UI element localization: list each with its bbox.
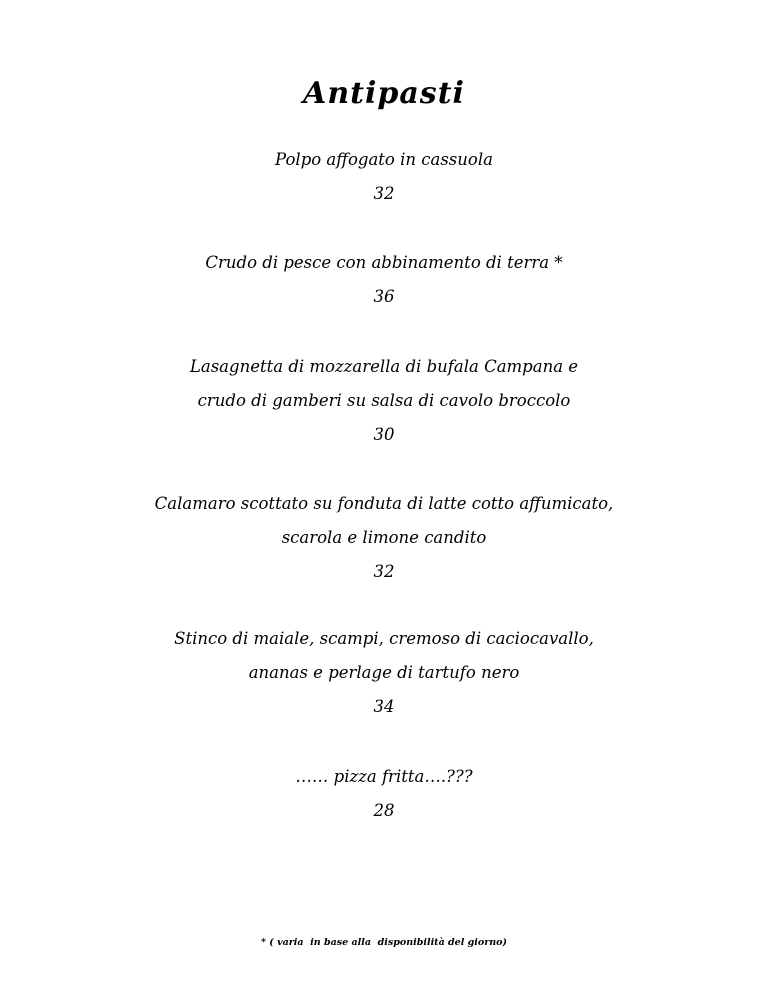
menu-item-pizza-fritta (0, 760, 768, 828)
page-title: Antipasti (303, 76, 465, 111)
menu-item-calamaro (0, 487, 768, 589)
dish-description: crudo di gamberi su salsa di cavolo broccolo (197, 391, 571, 410)
dish-description: scarola e limone candito (281, 528, 487, 547)
dish-description: Lasagnetta di mozzarella di bufala Campana e (189, 357, 579, 376)
menu-item-lasagnetta (0, 350, 768, 452)
dish-description: Calamaro scottato su fonduta di latte cotto affumicato, (154, 494, 614, 513)
dish-price: 34 (373, 697, 395, 716)
dish-description: Crudo di pesce con abbinamento di terra * (205, 253, 563, 272)
dish-price: 28 (373, 801, 395, 820)
dish-price: 30 (373, 425, 395, 444)
dish-description: Polpo affogato in cassuola (275, 150, 493, 169)
dish-price: 36 (373, 287, 395, 306)
dish-price: 32 (373, 562, 395, 581)
availability-footnote: * ( varia in base alla disponibilità del giorno) (261, 937, 507, 948)
dish-description: …… pizza fritta….??? (295, 767, 473, 786)
dish-description: ananas e perlage di tartufo nero (248, 663, 520, 682)
dish-price: 32 (373, 184, 395, 203)
menu-item-polpo (0, 143, 768, 211)
dish-description: Stinco di maiale, scampi, cremoso di caciocavallo, (174, 629, 594, 648)
menu-item-crudo (0, 246, 768, 314)
menu-item-stinco (0, 622, 768, 724)
